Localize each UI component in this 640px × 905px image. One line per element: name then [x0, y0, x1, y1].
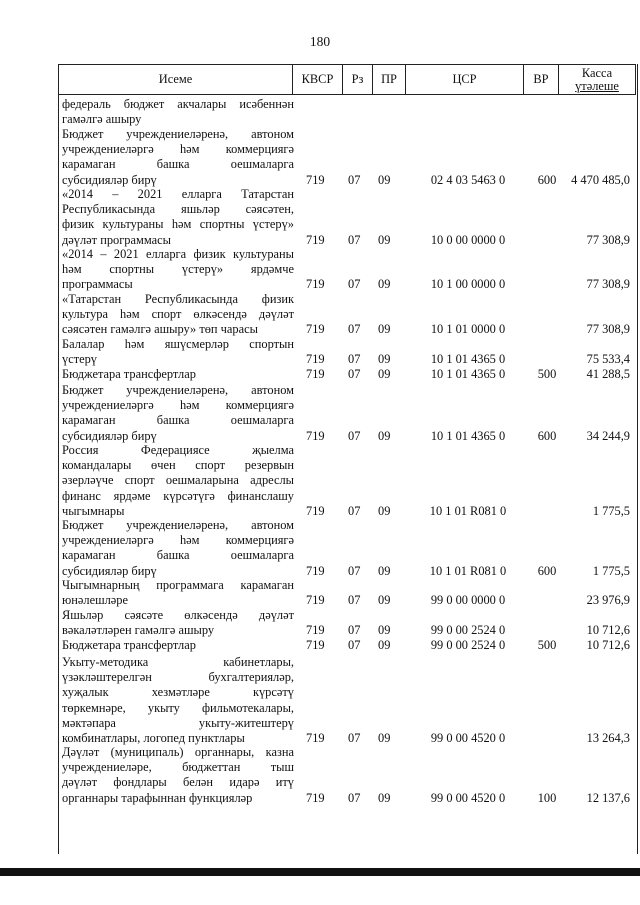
row-csr: 99 0 00 0000 0: [430, 593, 506, 608]
row-name-line: командалары өчен спорт резервын: [62, 458, 294, 473]
table-header: [58, 64, 636, 95]
row-name-line: үстерү: [62, 352, 97, 367]
row-vr: 600: [537, 428, 557, 443]
row-csr: 10 1 01 R081 0: [429, 503, 507, 518]
row-pr: 09: [378, 623, 391, 638]
row-kvsr: 719: [306, 172, 325, 187]
row-kvsr: 719: [306, 277, 325, 292]
page-bottom-edge: [0, 868, 640, 876]
row-name-line: органнары тарафыннан функцияләр: [62, 790, 253, 805]
row-name-line: әзерләүче спорт оешмаларына адреслы: [62, 473, 294, 488]
header-kassa-line1: Касса: [581, 65, 613, 80]
header-pr: ПР: [373, 65, 406, 94]
header-kassa: [559, 65, 635, 94]
row-name-line: федераль бюджет акчалары исәбеннән: [62, 97, 294, 111]
row-kvsr: 719: [306, 367, 325, 381]
row-pr: 09: [378, 731, 391, 745]
row-rz: 07: [348, 172, 361, 187]
table-row: [58, 187, 636, 248]
row-pr: 09: [378, 277, 391, 292]
row-pr: 09: [378, 322, 391, 337]
row-kassa: 23 976,9: [586, 593, 630, 608]
row-name-line: субсидияләр бирү: [62, 172, 157, 187]
row-vr: 600: [537, 172, 557, 187]
row-name-line: Яшьләр сәясәте өлкәсендә дәүләт: [62, 608, 294, 622]
row-rz: 07: [348, 322, 361, 337]
row-name-line: учреждениеләре, бюджеттан тыш: [62, 760, 294, 775]
row-pr: 09: [378, 367, 391, 381]
row-csr: 10 1 01 4365 0: [430, 367, 506, 381]
row-name-line: физик культураны һәм спортны үстерү»: [62, 217, 294, 232]
row-name: [62, 127, 294, 188]
row-name-line: карамаган башка оешмаларга: [62, 157, 294, 172]
row-kassa: 75 533,4: [586, 352, 630, 367]
row-rz: 07: [348, 232, 361, 247]
row-name-line: дәүләт программасы: [62, 232, 171, 247]
row-csr: 10 1 01 R081 0: [429, 563, 507, 578]
row-name-line: Бюджет учреждениеләренә, автоном: [62, 127, 294, 141]
row-name-line: карамаган башка оешмаларга: [62, 413, 294, 428]
row-name-line: учреждениеләргә һәм коммерциягә: [62, 533, 294, 548]
header-csr: ЦСР: [406, 65, 524, 94]
row-pr: 09: [378, 563, 391, 578]
row-name-line: үзәкләштерелгән бухгалтерияләр,: [62, 670, 294, 685]
row-name: [62, 367, 294, 382]
row-name: [62, 638, 294, 653]
row-kassa: 13 264,3: [586, 731, 630, 745]
row-name-line: юнәлешләре: [62, 593, 128, 608]
row-vr: 500: [537, 367, 557, 381]
row-kvsr: 719: [306, 428, 325, 443]
row-name: [62, 655, 294, 746]
row-name-line: Бюджет учреждениеләренә, автоном: [62, 383, 294, 397]
table-row: [58, 247, 636, 293]
table-row: [58, 638, 636, 653]
row-name-line: сәясәтен гамәлгә ашыру» төп чарасы: [62, 322, 258, 337]
row-name-line: төркемнәре, укыту фильмотекалары,: [62, 700, 294, 715]
row-name-line: субсидияләр бирү: [62, 563, 157, 578]
row-name: [62, 337, 294, 367]
row-rz: 07: [348, 731, 361, 745]
row-name-line: учреждениеләргә һәм коммерциягә: [62, 142, 294, 157]
row-name: [62, 443, 294, 519]
row-kvsr: 719: [306, 593, 325, 608]
row-name-line: Балалар һәм яшүсмерләр спортын: [62, 337, 294, 351]
header-vr: ВР: [524, 65, 559, 94]
row-pr: 09: [378, 790, 391, 805]
row-name-line: «Татарстан Республикасында физик: [62, 292, 294, 306]
row-kvsr: 719: [306, 352, 325, 367]
row-csr: 99 0 00 4520 0: [430, 731, 506, 745]
row-name: [62, 247, 294, 293]
row-rz: 07: [348, 593, 361, 608]
row-csr: 02 4 03 5463 0: [430, 172, 506, 187]
row-kassa: 10 712,6: [586, 638, 630, 652]
row-name: [62, 608, 294, 638]
row-pr: 09: [378, 593, 391, 608]
row-name-line: Чыгымнарның программага карамаган: [62, 578, 294, 592]
row-kvsr: 719: [306, 503, 325, 518]
row-name-line: культура һәм спорт өлкәсендә дәүләт: [62, 307, 294, 322]
row-kassa: 1 775,5: [592, 503, 630, 518]
table-row: [58, 608, 636, 638]
row-csr: 10 1 01 4365 0: [430, 352, 506, 367]
row-name-line: комбинатлары, логопед пунктлары: [62, 731, 245, 746]
row-rz: 07: [348, 367, 361, 381]
header-name: Исеме: [59, 65, 293, 94]
row-kassa: 4 470 485,0: [571, 172, 630, 187]
row-kvsr: 719: [306, 790, 325, 805]
row-name: [62, 578, 294, 608]
table-row: [58, 655, 636, 746]
row-pr: 09: [378, 232, 391, 247]
table-row: [58, 443, 636, 519]
row-pr: 09: [378, 638, 391, 652]
row-name-line: Республикасында яшьләр сәясәтен,: [62, 202, 294, 217]
row-name-line: мәктәпара укыту-житештерү: [62, 715, 294, 730]
row-csr: 10 0 00 0000 0: [430, 232, 506, 247]
row-kvsr: 719: [306, 232, 325, 247]
row-csr: 99 0 00 2524 0: [430, 638, 506, 652]
header-kvsr: КВСР: [293, 65, 343, 94]
row-name-line: программасы: [62, 277, 133, 292]
row-csr: 10 1 01 0000 0: [430, 322, 506, 337]
header-rz: Рз: [343, 65, 373, 94]
row-name: [62, 187, 294, 248]
row-csr: 99 0 00 4520 0: [430, 790, 506, 805]
table-row: [58, 292, 636, 338]
row-name-line: Бюджетара трансфертлар: [62, 638, 196, 652]
row-kassa: 77 308,9: [586, 277, 630, 292]
row-rz: 07: [348, 790, 361, 805]
row-name-line: Укыту-методика кабинетлары,: [62, 655, 294, 669]
row-csr: 10 1 00 0000 0: [430, 277, 506, 292]
row-csr: 10 1 01 4365 0: [430, 428, 506, 443]
header-kassa-line2: үтәлеше: [575, 78, 619, 93]
page-number: 180: [309, 34, 331, 49]
row-vr: 600: [537, 563, 557, 578]
row-name-line: вәкаләтләрен гамәлгә ашыру: [62, 623, 215, 638]
row-name-line: чыгымнары: [62, 503, 125, 518]
row-name-line: Бюджет учреждениеләренә, автоном: [62, 518, 294, 532]
table-row: [58, 367, 636, 382]
row-rz: 07: [348, 638, 361, 652]
row-kassa: 34 244,9: [586, 428, 630, 443]
row-name: [62, 383, 294, 444]
row-kassa: 77 308,9: [586, 322, 630, 337]
row-name-line: субсидияләр бирү: [62, 428, 157, 443]
row-pr: 09: [378, 503, 391, 518]
row-rz: 07: [348, 277, 361, 292]
row-name: [62, 292, 294, 338]
row-name-line: Бюджетара трансфертлар: [62, 367, 196, 381]
row-vr: 500: [537, 638, 557, 652]
row-name: [62, 518, 294, 579]
row-kvsr: 719: [306, 563, 325, 578]
table-row: [58, 518, 636, 579]
table-row: [58, 127, 636, 188]
row-rz: 07: [348, 623, 361, 638]
row-kassa: 12 137,6: [586, 790, 630, 805]
table-row: [58, 383, 636, 444]
row-kassa: 1 775,5: [592, 563, 630, 578]
row-name: [62, 745, 294, 806]
row-rz: 07: [348, 352, 361, 367]
row-name-line: һәм спортны үстерү» ярдәмче: [62, 262, 294, 277]
row-name-line: «2014 – 2021 елларга физик культураны: [62, 247, 294, 261]
row-rz: 07: [348, 503, 361, 518]
table-row: [58, 578, 636, 608]
row-kassa: 41 288,5: [586, 367, 630, 381]
row-kvsr: 719: [306, 731, 325, 745]
row-name-line: гамәлгә ашыру: [62, 112, 142, 127]
row-name-line: хуҗалык хезмәтләре күрсәтү: [62, 685, 294, 700]
row-name-line: карамаган башка оешмаларга: [62, 548, 294, 563]
row-name: [62, 97, 294, 127]
row-name-line: «2014 – 2021 елларга Татарстан: [62, 187, 294, 201]
row-pr: 09: [378, 172, 391, 187]
table-row: [58, 337, 636, 367]
row-rz: 07: [348, 563, 361, 578]
row-name-line: финанс ярдәме күрсәтүгә финанслашу: [62, 488, 294, 503]
row-pr: 09: [378, 428, 391, 443]
row-pr: 09: [378, 352, 391, 367]
row-kvsr: 719: [306, 322, 325, 337]
row-kassa: 10 712,6: [586, 623, 630, 638]
row-name-line: учреждениеләргә һәм коммерциягә: [62, 398, 294, 413]
row-kvsr: 719: [306, 638, 325, 652]
row-rz: 07: [348, 428, 361, 443]
row-csr: 99 0 00 2524 0: [430, 623, 506, 638]
row-vr: 100: [537, 790, 557, 805]
row-name-line: дәүләт фондлары белән идарә итү: [62, 775, 294, 790]
table-row: [58, 745, 636, 806]
row-kassa: 77 308,9: [586, 232, 630, 247]
table-row: [58, 97, 636, 127]
row-name-line: Дәүләт (муниципаль) органнары, казна: [62, 745, 294, 759]
row-kvsr: 719: [306, 623, 325, 638]
row-name-line: Россия Федерациясе җыелма: [62, 443, 294, 457]
